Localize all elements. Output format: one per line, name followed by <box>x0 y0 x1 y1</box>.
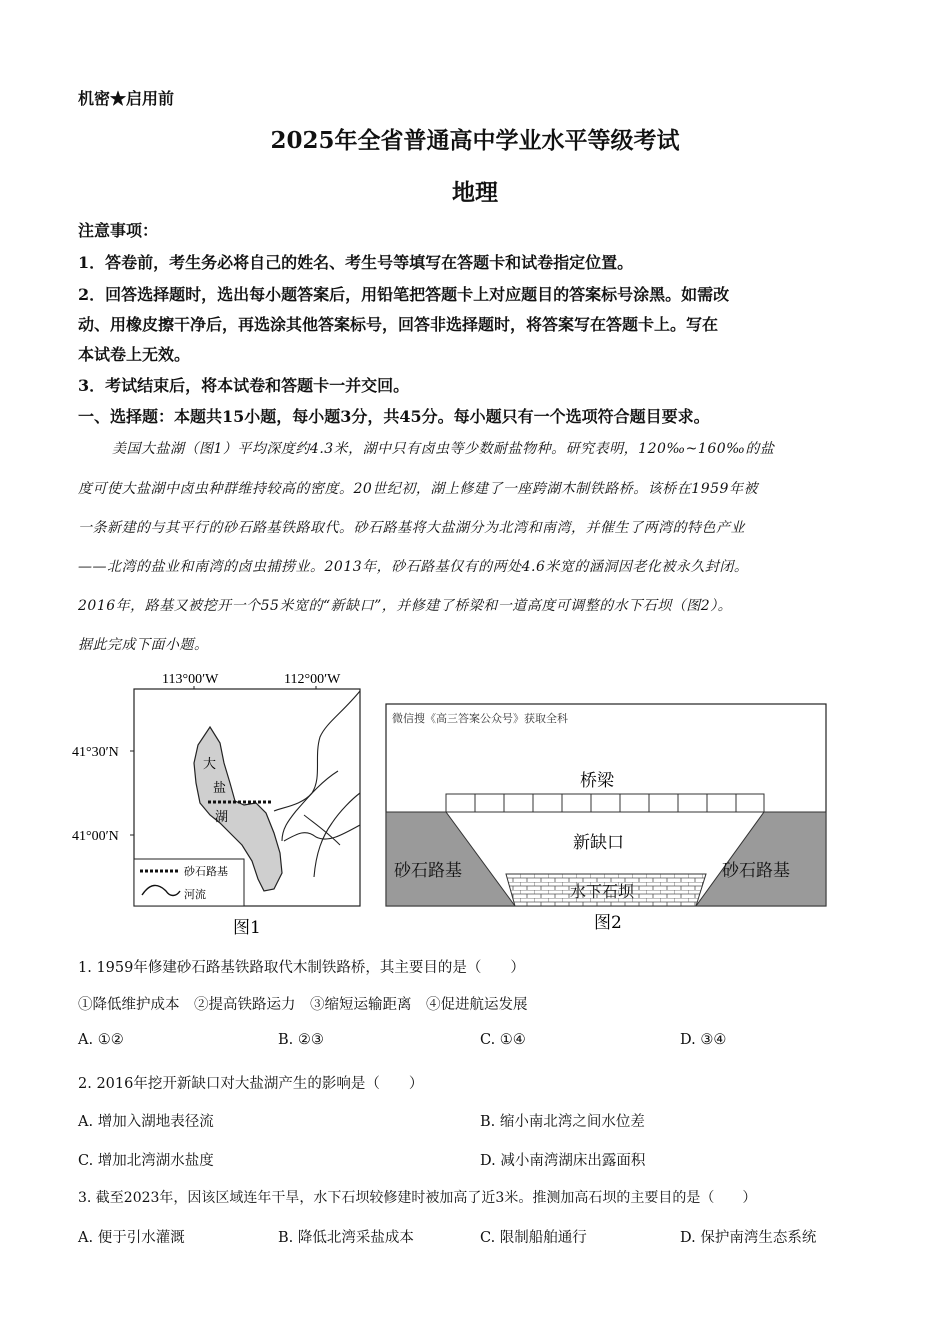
notes-item: 本试卷上无效。 <box>78 345 191 364</box>
lat-label-4100: 41°00′N <box>72 829 119 844</box>
gap-label: 新缺口 <box>573 833 624 853</box>
question-3-option-c[interactable]: C. 限制船舶通行 <box>480 1230 587 1246</box>
lake-char: 湖 <box>215 810 229 825</box>
figure1-map <box>70 665 370 940</box>
subject-title: 地理 <box>452 179 498 206</box>
legend-road-label: 砂石路基 <box>184 865 228 878</box>
road-right-label: 砂石路基 <box>722 861 790 881</box>
question-2-option-a[interactable]: A. 增加入湖地表径流 <box>78 1114 214 1130</box>
lat-label-4130: 41°30′N <box>72 745 119 760</box>
passage-line: 一条新建的与其平行的砂石路基铁路取代。砂石路基将大盐湖分为北湾和南湾，并催生了两湾的特色产业 <box>78 520 745 536</box>
question-1-option-b[interactable]: B. ②③ <box>278 1032 324 1048</box>
question-3-option-d[interactable]: D. 保护南湾生态系统 <box>680 1230 817 1246</box>
figure2-section <box>380 698 830 940</box>
passage-line: 美国大盐湖（图1）平均深度约4.3米，湖中只有卤虫等少数耐盐物种。研究表明，120‰~160‰的盐 <box>112 441 775 457</box>
question-1-statements: ①降低维护成本 ②提高铁路运力 ③缩短运输距离 ④促进航运发展 <box>78 997 528 1013</box>
passage-line: 据此完成下面小题。 <box>78 637 209 653</box>
passage-line: ——北湾的盐业和南湾的卤虫捕捞业。2013年，砂石路基仅有的两处4.6米宽的涵洞因老化被永久封闭。 <box>78 559 749 575</box>
notes-item: 2．回答选择题时，选出每小题答案后，用铅笔把答题卡上对应题目的答案标号涂黑。如需改 <box>78 285 730 304</box>
dam-label: 水下石坝 <box>570 882 635 901</box>
question-3-stem: 3. 截至2023年，因该区域连年干旱，水下石坝较修建时被加高了近3米。推测加高石坝的主要目的是（ ） <box>78 1190 757 1206</box>
passage-line: 度可使大盐湖中卤虫种群维持较高的密度。20世纪初，湖上修建了一座跨湖木制铁路桥。该桥在1959年被 <box>78 481 758 497</box>
question-3-option-a[interactable]: A. 便于引水灌溉 <box>78 1230 185 1246</box>
lon-label-112: 112°00′W <box>284 672 341 687</box>
passage-line: 2016年，路基又被挖开一个55米宽的“新缺口”，并修建了桥梁和一道高度可调整的水下石坝（图2）。 <box>78 598 733 614</box>
lake-char: 盐 <box>213 781 227 796</box>
question-1-option-c[interactable]: C. ①④ <box>480 1032 526 1048</box>
question-1-option-a[interactable]: A. ①② <box>78 1032 124 1048</box>
question-2-option-c[interactable]: C. 增加北湾湖水盐度 <box>78 1153 214 1169</box>
question-2-option-b[interactable]: B. 缩小南北湾之间水位差 <box>480 1114 645 1130</box>
bridge-label: 桥梁 <box>580 771 614 791</box>
section-heading: 一、选择题：本题共15小题，每小题3分，共45分。每小题只有一个选项符合题目要求。 <box>78 407 710 426</box>
confidential-label: 机密★启用前 <box>78 89 175 108</box>
lon-label-113: 113°00′W <box>162 672 219 687</box>
lake-char: 大 <box>203 757 217 772</box>
notes-item: 1．答卷前，考生务必将自己的姓名、考生号等填写在答题卡和试卷指定位置。 <box>78 253 634 272</box>
legend-river-label: 河流 <box>184 888 206 901</box>
question-2-option-d[interactable]: D. 减小南湾湖床出露面积 <box>480 1153 646 1169</box>
bridge-deck <box>446 794 764 812</box>
road-left-label: 砂石路基 <box>394 861 462 881</box>
watermark-text: 微信搜《高三答案公众号》获取全科 <box>392 712 568 725</box>
notes-heading: 注意事项： <box>78 221 159 240</box>
exam-title: 2025年全省普通高中学业水平等级考试 <box>270 127 680 154</box>
notes-item: 3．考试结束后，将本试卷和答题卡一并交回。 <box>78 376 410 395</box>
question-1-stem: 1. 1959年修建砂石路基铁路取代木制铁路桥，其主要目的是（ ） <box>78 960 525 976</box>
figure2-caption: 图2 <box>594 913 622 933</box>
figure1-caption: 图1 <box>233 918 261 938</box>
question-1-option-d[interactable]: D. ③④ <box>680 1032 727 1048</box>
question-2-stem: 2. 2016年挖开新缺口对大盐湖产生的影响是（ ） <box>78 1076 424 1092</box>
notes-item: 动、用橡皮擦干净后，再选涂其他答案标号，回答非选择题时，将答案写在答题卡上。写在 <box>78 315 719 334</box>
question-3-option-b[interactable]: B. 降低北湾采盐成本 <box>278 1230 414 1246</box>
